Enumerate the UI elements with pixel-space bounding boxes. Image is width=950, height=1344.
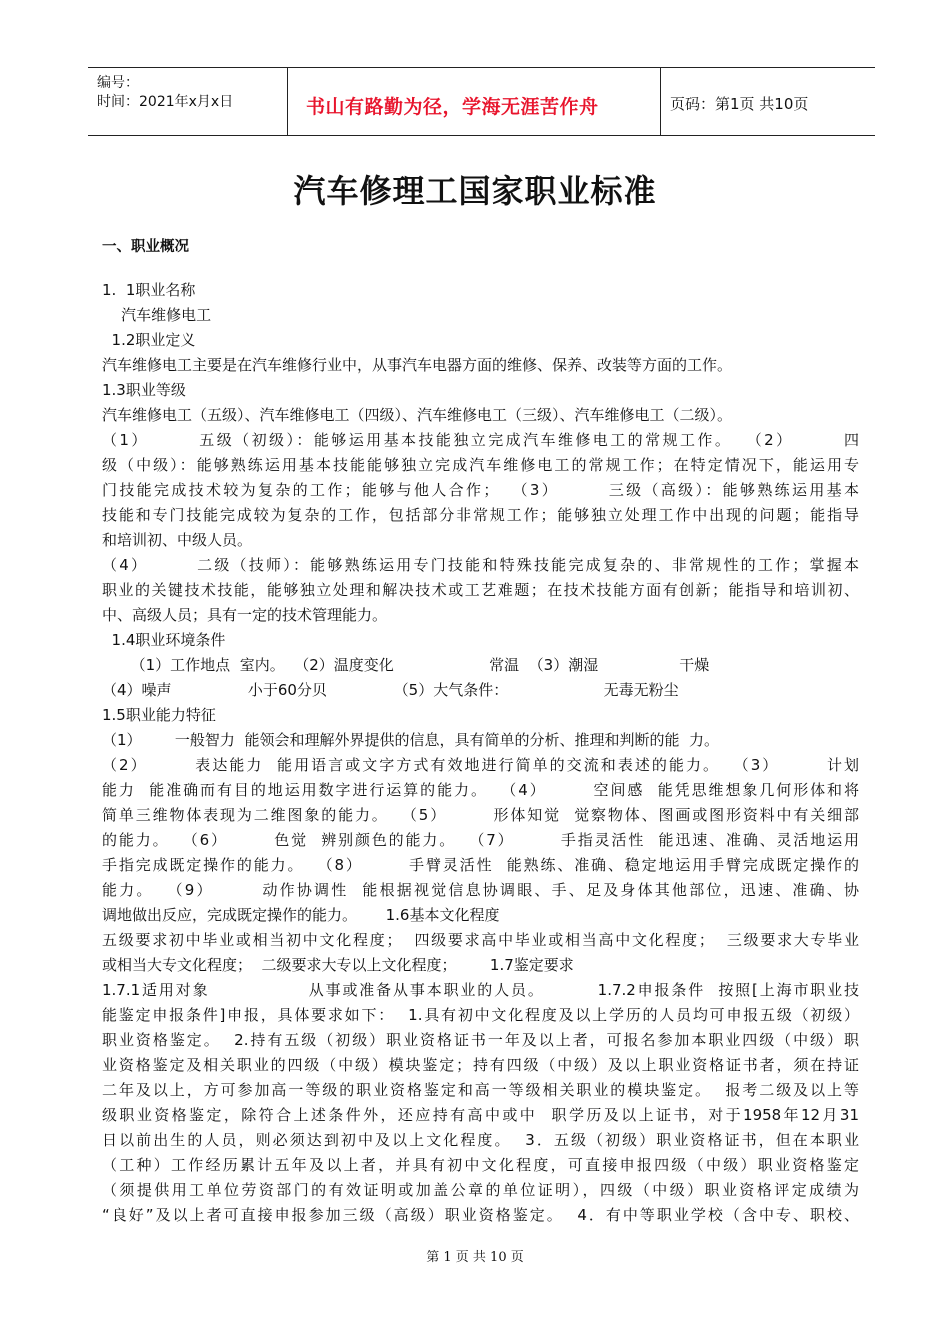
body-line: 级职业资格鉴定，除符合上述条件外，还应持有高中或中 职学历及以上证书，对于1958年12月31: [102, 1106, 859, 1124]
doc-number-label: 编号：: [97, 75, 139, 91]
header-bottom-rule: [88, 135, 875, 136]
body-line: 能力。 （9） 动作协调性 能根据视觉信息协调眼、手、足及身体其他部位，迅速、准确、协: [102, 881, 859, 899]
body-line: 职业的关键技术技能，能够独立处理和解决技术或工艺难题；在技术技能方面有创新；能指导和培训初、: [102, 581, 859, 599]
body-line: “良好”及以上者可直接申报参加三级（高级）职业资格鉴定。 4．有中等职业学校（含中专、职校、: [102, 1206, 859, 1224]
body-line: （1）工作地点 室内。 （2）温度变化 常温 （3）潮湿 干燥: [102, 656, 710, 674]
body-line: 级（中级）：能够熟练运用基本技能能够独立完成汽车维修电工的常规工作；在特定情况下，能运用专: [102, 456, 859, 474]
doc-time: 时间：2021年x月x日: [97, 94, 234, 110]
body-line: （4） 二级（技师）：能够熟练运用专门技能和特殊技能完成复杂的、非常规性的工作；掌握本: [102, 556, 859, 574]
body-line: 1.2职业定义: [102, 331, 196, 349]
body-line: 能鉴定申报条件]申报，具体要求如下： 1.具有初中文化程度及以上学历的人员均可申报五级（初级）: [102, 1006, 859, 1024]
header-top-rule: [88, 67, 875, 68]
body-line: 手指完成既定操作的能力。 （8） 手臂灵活性 能熟练、准确、稳定地运用手臂完成既定操作的: [102, 856, 859, 874]
body-line: 能力 能准确而有目的地运用数字进行运算的能力。 （4） 空间感 能凭思维想象几何形体和将: [102, 781, 859, 799]
body-line: 中、高级人员；具有一定的技术管理能力。: [102, 606, 388, 624]
body-line: 1.5职业能力特征: [102, 706, 216, 724]
body-line: 汽车维修电工（五级）、汽车维修电工（四级）、汽车维修电工（三级）、汽车维修电工（二级）。: [102, 406, 733, 424]
body-line: 简单三维物体表现为二维图象的能力。 （5） 形体知觉 觉察物体、图画或图形资料中有关细部: [102, 806, 859, 824]
body-line: 二年及以上，方可参加高一等级的职业资格鉴定和高一等级相关职业的模块鉴定。 报考二级及以上等: [102, 1081, 859, 1099]
body-line: （1） 五级（初级）：能够运用基本技能独立完成汽车维修电工的常规工作。 （2） 四: [102, 431, 859, 449]
header-page-info: 页码：第1页 共10页: [670, 95, 809, 113]
body-line: 技能和专门技能完成较为复杂的工作，包括部分非常规工作；能够独立处理工作中出现的问题；能指导: [102, 506, 859, 524]
body-line: 五级要求初中毕业或相当初中文化程度； 四级要求高中毕业或相当高中文化程度； 三级要求大专毕业: [102, 931, 859, 949]
body-line: 日以前出生的人员，则必须达到初中及以上文化程度。 3．五级（初级）职业资格证书，但在本职业: [102, 1131, 859, 1149]
body-line: 业资格鉴定及相关职业的四级（中级）模块鉴定；持有四级（中级）及以上职业资格证书者，须在持证: [102, 1056, 859, 1074]
body-line: 1.3职业等级: [102, 381, 186, 399]
body-line: 和培训初、中级人员。: [102, 531, 253, 549]
body-line: （4）噪声 小于60分贝 （5）大气条件： 无毒无粉尘: [102, 681, 679, 699]
document-title: 汽车修理工国家职业标准: [293, 172, 657, 210]
header-divider-left: [287, 67, 288, 136]
body-line: 职业资格鉴定。 2.持有五级（初级）职业资格证书一年及以上者，可报名参加本职业四级（中级）职: [102, 1031, 859, 1049]
body-line: 的能力。 （6） 色觉 辨别颜色的能力。 （7） 手指灵活性 能迅速、准确、灵活地运用: [102, 831, 859, 849]
body-line: 1.4职业环境条件: [102, 631, 226, 649]
body-line: 1. 1职业名称: [102, 281, 196, 299]
body-line: 调地做出反应，完成既定操作的能力。 1.6基本文化程度: [102, 906, 500, 924]
body-line: （1） 一般智力 能领会和理解外界提供的信息，具有简单的分析、推理和判断的能 力。: [102, 731, 719, 749]
section-heading: 一、职业概况: [102, 239, 189, 255]
header-divider-right: [660, 67, 661, 136]
header-motto: 书山有路勤为径，学海无涯苦作舟: [306, 96, 599, 118]
body-line: （须提供用工单位劳资部门的有效证明或加盖公章的单位证明），四级（中级）职业资格评定成绩为: [102, 1181, 859, 1199]
body-line: 1.7.1适用对象 从事或准备从事本职业的人员。 1.7.2申报条件 按照[上海市职业技: [102, 981, 859, 999]
body-line: 汽车维修电工主要是在汽车维修行业中，从事汽车电器方面的维修、保养、改装等方面的工作。: [102, 356, 733, 374]
body-line: 汽车维修电工: [102, 306, 212, 324]
body-line: （工种）工作经历累计五年及以上者，并具有初中文化程度，可直接申报四级（中级）职业资格鉴定: [102, 1156, 859, 1174]
body-line: （2） 表达能力 能用语言或文字方式有效地进行简单的交流和表述的能力。 （3） 计划: [102, 756, 859, 774]
body-line: 门技能完成技术较为复杂的工作；能够与他人合作； （3） 三级（高级）：能够熟练运用基本: [102, 481, 859, 499]
page-footer: 第 1 页 共 10 页: [426, 1250, 524, 1265]
body-line: 或相当大专文化程度； 二级要求大专以上文化程度； 1.7鉴定要求: [102, 956, 574, 974]
